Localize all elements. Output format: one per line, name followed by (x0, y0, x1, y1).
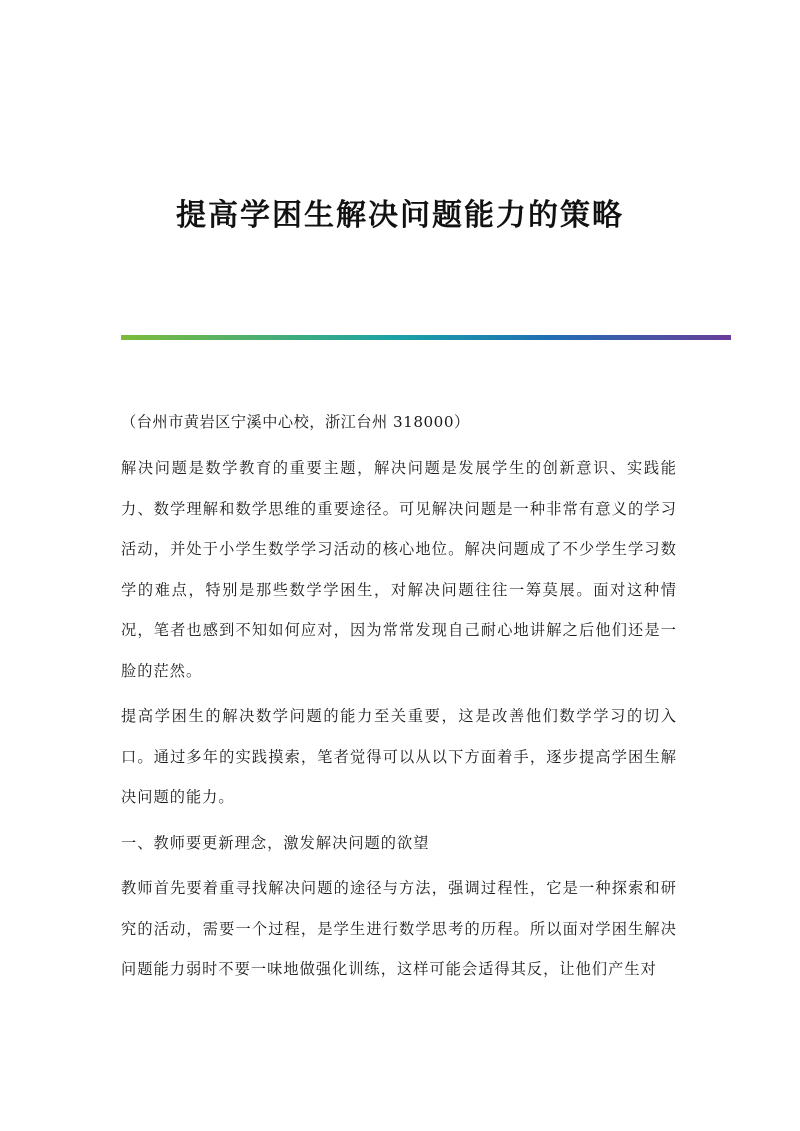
author-affiliation: （台州市黄岩区宁溪中心校，浙江台州 318000） (121, 413, 470, 431)
paragraph-importance: 提高学困生的解决数学问题的能力至关重要，这是改善他们数学学习的切入口。通过多年的实践摸索，笔者觉得可以从以下方面着手，逐步提高学困生解决问题的能力。 (121, 707, 677, 806)
section-heading-1: 一、教师要更新理念，激发解决问题的欲望 (121, 833, 430, 852)
paragraph-section-1: 教师首先要着重寻找解决问题的途径与方法，强调过程性，它是一种探索和研究的活动，需要一个过程，是学生进行数学思考的历程。所以面对学困生解决问题能力弱时不要一味地做强化训练，这样可能会适得其反，让他们产生对 (121, 879, 677, 978)
document-body (121, 402, 677, 995)
title-divider (121, 335, 731, 340)
document-title: 提高学困生解决问题能力的策略 (176, 198, 624, 233)
paragraph-intro: 解决问题是数学教育的重要主题，解决问题是发展学生的创新意识、实践能力、数学理解和数学思维的重要途径。可见解决问题是一种非常有意义的学习活动，并处于小学生数学学习活动的核心地位。解决问题成了不少学生学习数学的难点，特别是那些数学学困生，对解决问题往往一筹莫展。面对这种情况，笔者也感到不知如何应对，因为常常发现自己耐心地讲解之后他们还是一脸的茫然。 (121, 459, 677, 680)
